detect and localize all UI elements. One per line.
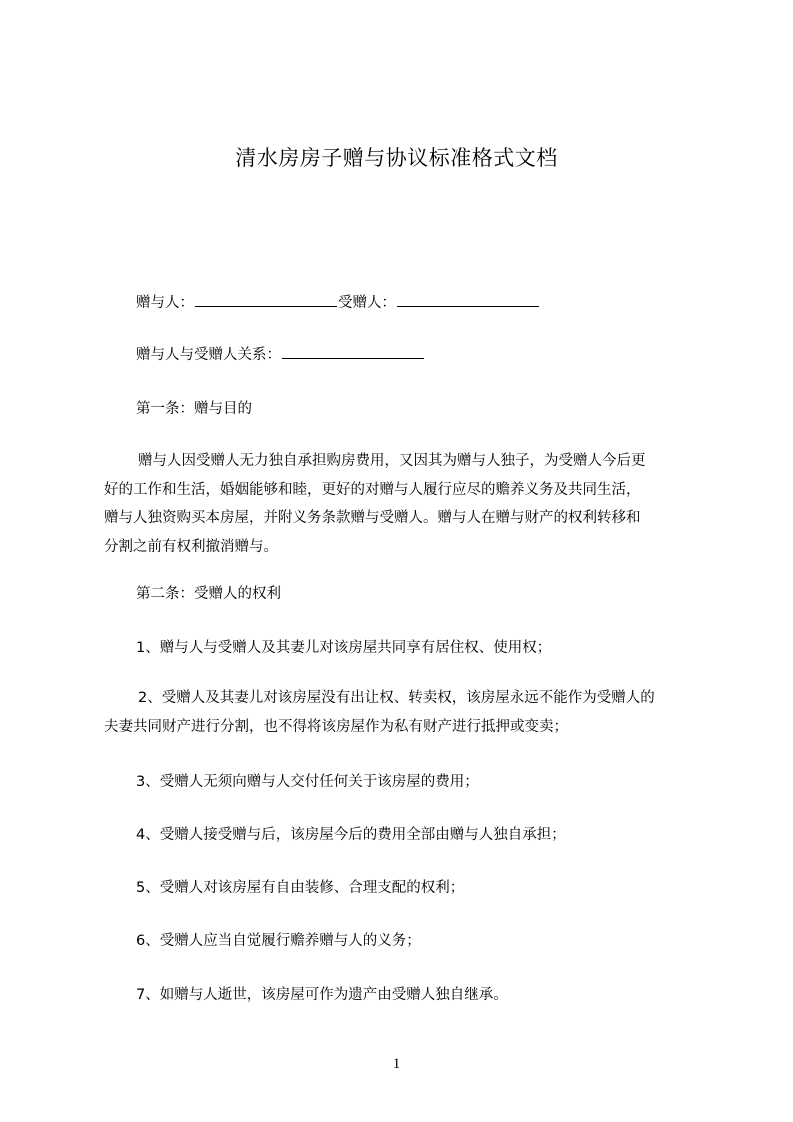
relation-line bbox=[104, 344, 746, 365]
article1-line-2: 好的工作和生活，婚姻能够和睦，更好的对赠与人履行应尽的赡养义务及共同生活， bbox=[104, 481, 641, 498]
donee-label: 受赠人： bbox=[338, 295, 396, 311]
article2-item-3: 3、受赠人无须向赠与人交付任何关于该房屋的费用； bbox=[136, 774, 479, 790]
donor-donee-line bbox=[104, 292, 746, 313]
item2-line-1: 2、受赠人及其妻儿对该房屋没有出让权、转卖权，该房屋永远不能作为受赠人的 bbox=[138, 690, 655, 706]
article2-item-5: 5、受赠人对该房屋有自由装修、合理支配的权利； bbox=[136, 880, 465, 896]
article1-line-1: 赠与人因受赠人无力独自承担购房费用，又因其为赠与人独子，为受赠人今后更 bbox=[138, 453, 646, 469]
donee-blank-field bbox=[397, 292, 539, 307]
article2-heading: 第二条：受赠人的权利 bbox=[136, 586, 281, 602]
article1-heading: 第一条：赠与目的 bbox=[136, 401, 252, 417]
article1-line-4: 分割之前有权利撤消赠与。 bbox=[104, 538, 278, 555]
page-number: 1 bbox=[392, 1056, 401, 1072]
document-title: 清水房房子赠与协议标准格式文档 bbox=[235, 146, 558, 170]
article2-item-4: 4、受赠人接受赠与后，该房屋今后的费用全部由赠与人独自承担； bbox=[136, 827, 566, 843]
donor-label: 赠与人： bbox=[136, 295, 194, 311]
article2-item-7: 7、如赠与人逝世，该房屋可作为遗产由受赠人独自继承。 bbox=[136, 987, 508, 1003]
item2-line-2: 夫妻共同财产进行分割，也不得将该房屋作为私有财产进行抵押或变卖； bbox=[104, 718, 568, 735]
article1-body bbox=[104, 447, 704, 561]
article2-item-6: 6、受赠人应当自觉履行赡养赠与人的义务； bbox=[136, 933, 421, 949]
relation-label: 赠与人与受赠人关系： bbox=[136, 347, 281, 363]
donor-blank-field bbox=[195, 292, 337, 307]
article2-item-1: 1、赠与人与受赠人及其妻儿对该房屋共同享有居住权、使用权； bbox=[136, 640, 552, 656]
relation-blank-field bbox=[282, 344, 424, 359]
article1-line-3: 赠与人独资购买本房屋，并附义务条款赠与受赠人。赠与人在赠与财产的权利转移和 bbox=[104, 510, 641, 526]
article2-item-2 bbox=[104, 684, 704, 741]
